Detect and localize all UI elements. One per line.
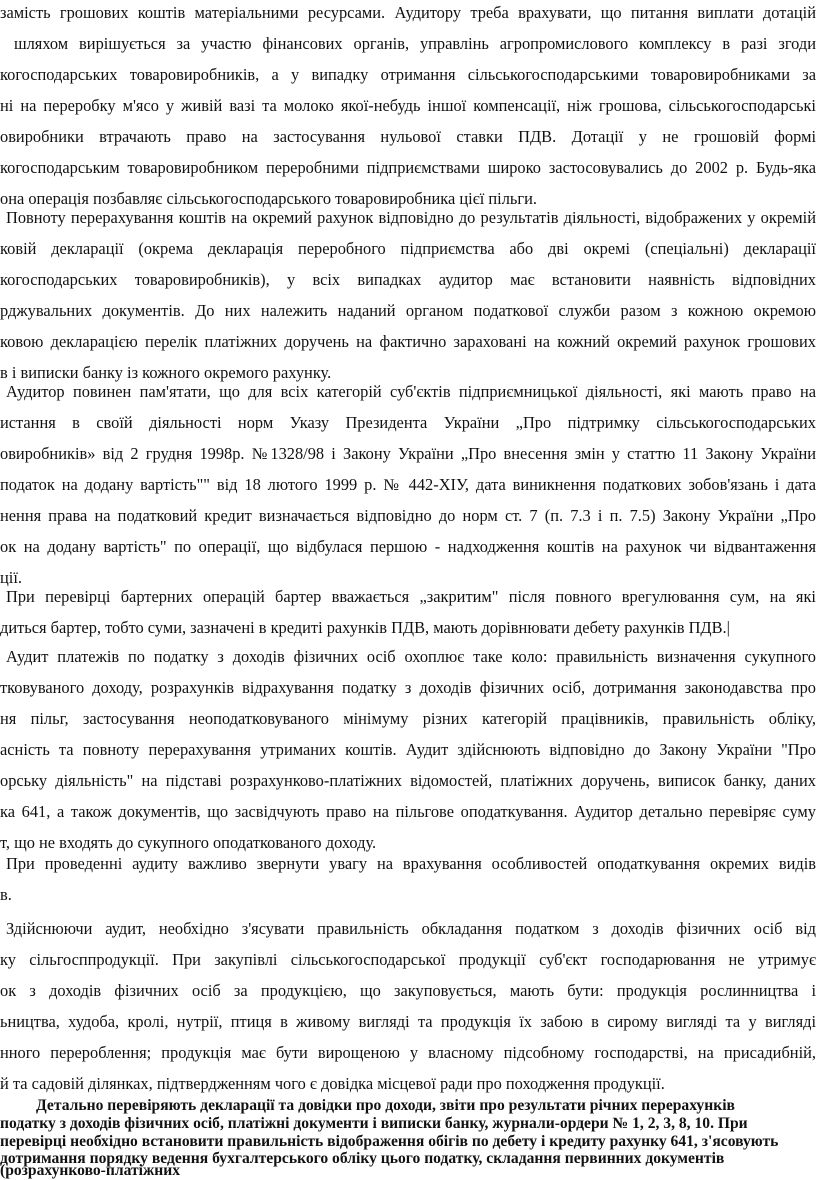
bold-text-line: перевірці необхідно встановити правильність відображення обігів по дебету і кредиту рахунку 641, з'ясовують — [0, 1133, 779, 1150]
text-line: овиробників» від 2 грудня 1998р. №1328/98 і Закону України „Про внесення змін у статтю 11 Закону України — [0, 444, 816, 463]
bold-text-line: (розрахунково-платіжних — [0, 1162, 181, 1179]
text-line: ок на додану вартість" по операції, що відбулася першою - надходження коштів на рахунок чи відвантаження — [0, 537, 816, 556]
text-line: рджувальних документів. До них належить наданий органом податкової служби разом з кожною окремою — [0, 301, 816, 320]
text-line: нного перероблення; продукція має бути вирощеною у власному підсобному господарстві, на присадибній, — [0, 1043, 816, 1062]
text-line: ок з доходів фізичних осіб за продукцією, що закуповується, мають бути: продукція рослинництва і — [0, 981, 816, 1000]
text-line: При проведенні аудиту важливо звернути увагу на врахування особливостей оподаткування окремих видів — [6, 854, 816, 873]
text-line: ковій декларації (окрема декларація переробного підприємства або дві окремі (спеціальні) декларації — [0, 239, 816, 258]
text-line: когосподарських товаровиробників, а у випадку отримання сільськогосподарськими товаровиробниками за — [0, 65, 816, 84]
text-line: замість грошових коштів матеріальними ресурсами. Аудитору треба врахувати, що питання виплати дотацій — [0, 3, 816, 22]
text-line: Аудитор повинен пам'ятати, що для всіх категорій суб'єктів підприємницької діяльності, які мають право на — [6, 382, 816, 401]
text-line: й та садовій ділянках, підтвердженням чого є довідка місцевої ради про походження продукції. — [0, 1074, 665, 1093]
text-line: ції. — [0, 568, 22, 587]
text-line: податок на додану вартість"" від 18 лютого 1999 р. № 442-ХІУ, дата виникнення податкових зобов'язань і дата — [0, 475, 816, 494]
text-line: диться бартер, тобто суми, зазначені в кредиті рахунків ПДВ, мають дорівнювати дебету рахунків ПДВ.| — [0, 618, 730, 637]
text-line: когосподарським товаровиробником переробними підприємствами широко застосовувались до 2002 р. Будь-яка — [0, 158, 816, 177]
text-line: ьництва, худоба, кролі, нутрії, птиця в живому вигляді та продукція їх забою в сирому вигляді та у вигляді — [0, 1012, 816, 1031]
text-line: ковою декларацією перелік платіжних доручень на фактично зараховані на кожний окремий рахунок грошових — [0, 332, 816, 351]
text-line: в і виписки банку із кожного окремого рахунку. — [0, 363, 332, 382]
text-line: она операція позбавляє сільськогосподарського товаровиробника цієї пільги. — [0, 189, 537, 208]
text-line: шляхом вирішується за участю фінансових органів, управлінь агропромислового комплексу в разі згоди — [14, 34, 816, 53]
bold-text-line: податку з доходів фізичних осіб, платіжні документи і виписки банку, журнали-ордери № 1, 2, 3, 8, 10. При — [0, 1115, 748, 1132]
bold-text-line: Детально перевіряють декларації та довідки про доходи, звіти про результати річних перерахунків — [36, 1097, 735, 1114]
text-line: нення права на податковий кредит визначається відповідно до норм ст. 7 (п. 7.3 і п. 7.5) Закону України „Про — [0, 506, 816, 525]
text-line: тковуваного доходу, розрахунків відрахування податку з доходів фізичних осіб, дотримання законодавства про — [0, 678, 816, 697]
text-line: когосподарських товаровиробників), у всіх випадках аудитор має встановити наявність відповідних — [0, 270, 816, 289]
text-line: Повноту перерахування коштів на окремий рахунок відповідно до результатів діяльності, відображених у окремій — [6, 208, 816, 227]
text-line: Здійснюючи аудит, необхідно з'ясувати правильність обкладання податком з доходів фізичних осіб від — [6, 919, 816, 938]
text-line: ку сільгосппродукції. При закупівлі сільськогосподарської продукції суб'єкт господарювання не утримує — [0, 950, 816, 969]
text-line: асність та повноту перерахування утриманих коштів. Аудит здійснюють відповідно до Закону України "Про — [0, 740, 816, 759]
text-line: При перевірці бартерних операцій бартер вважається „закритим" після повного врегулювання сум, на які — [6, 587, 816, 606]
text-line: в. — [0, 885, 12, 904]
text-line: истання в своїй діяльності норм Указу Президента України „Про підтримку сільськогосподарських — [0, 413, 816, 432]
bold-text-line: дотримання порядку ведення бухгалтерського обліку цього податку, складання первинних документів — [0, 1150, 725, 1167]
text-line: ні на переробку м'ясо у живій вазі та молоко якої-небудь іншої компенсації, ніж грошова, сільськогосподарські — [0, 96, 816, 115]
text-line: ня пільг, застосування неоподатковуваного мінімуму різних категорій працівників, правильність обліку, — [0, 709, 816, 728]
text-line: овиробники втрачають право на застосування нульової ставки ПДВ. Дотації у не грошовій формі — [0, 127, 816, 146]
text-line: орську діяльність" на підставі розрахунково-платіжних відомостей, платіжних доручень, виписок банку, даних — [0, 771, 816, 790]
text-line: т, що не входять до сукупного оподаткованого доходу. — [0, 833, 377, 852]
text-line: ка 641, а також документів, що засвідчують право на пільгове оподаткування. Аудитор детально перевіряє суму — [0, 802, 816, 821]
text-line: Аудит платежів по податку з доходів фізичних осіб охоплює таке коло: правильність визначення сукупного — [6, 647, 816, 666]
